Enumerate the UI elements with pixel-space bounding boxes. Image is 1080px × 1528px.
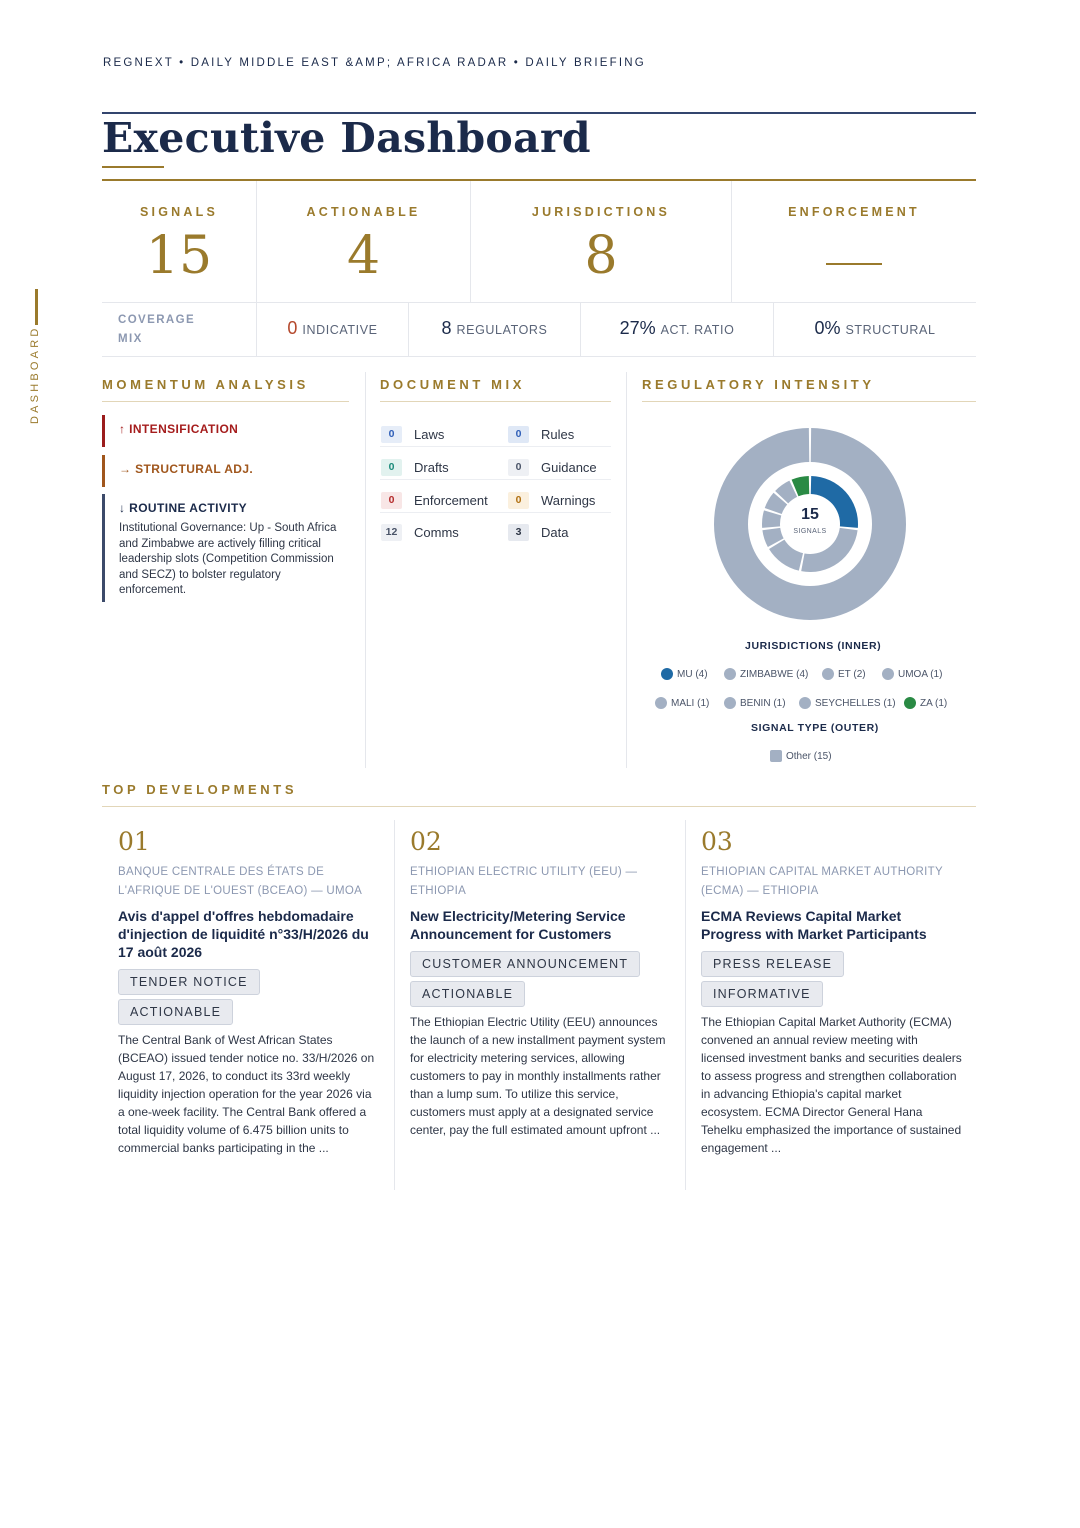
legend-label: ET (2) xyxy=(838,669,866,680)
kpi-empty-dash xyxy=(826,263,882,265)
doc-mix-separator xyxy=(380,512,611,513)
legend-label: MU (4) xyxy=(677,669,708,680)
legend-item xyxy=(904,697,947,709)
divider xyxy=(773,303,774,356)
legend-label: MALI (1) xyxy=(671,698,710,709)
kpi-value: 8 xyxy=(584,226,618,286)
doc-mix-count-badge: 12 xyxy=(381,524,402,541)
legend-item xyxy=(799,697,896,709)
divider xyxy=(626,372,627,768)
title-underline xyxy=(102,166,164,168)
legend-label: ZIMBABWE (4) xyxy=(740,669,809,680)
development-number: 03 xyxy=(701,827,733,856)
legend-swatch xyxy=(770,750,782,762)
legend-swatch xyxy=(724,668,736,680)
side-accent-bar xyxy=(35,289,38,325)
momentum-title: MOMENTUM ANALYSIS xyxy=(102,377,309,392)
coverage-value: 8 xyxy=(441,318,452,338)
kpi-label: SIGNALS xyxy=(140,205,218,219)
doc-mix-count-badge: 0 xyxy=(381,492,402,509)
legend-swatch xyxy=(724,697,736,709)
momentum-body: Institutional Governance: Up - South Africa and Zimbabwe are actively filling critical leadership slots (Competition Commission and SECZ) to bolster regulatory enforcement. xyxy=(119,522,337,596)
doc-mix-label: Laws xyxy=(414,427,445,442)
development-headline[interactable]: Avis d'appel d'offres hebdomadaire d'injection de liquidité n°33/H/2026 du 17 août 2026 xyxy=(118,908,369,960)
legend-label: SEYCHELLES (1) xyxy=(815,698,896,709)
doc-mix-item xyxy=(381,488,491,520)
legend-item xyxy=(724,668,808,680)
donut-center-value: 15 xyxy=(801,506,819,523)
doc-mix-label: Warnings xyxy=(541,493,596,508)
divider xyxy=(256,181,257,302)
development-number: 02 xyxy=(410,827,442,856)
divider xyxy=(256,303,257,356)
coverage-text: ACT. RATIO xyxy=(660,323,735,337)
section-rule xyxy=(102,401,349,402)
momentum-intensification xyxy=(102,415,347,447)
momentum-heading: → STRUCTURAL ADJ. xyxy=(119,462,254,476)
coverage-structural xyxy=(774,318,976,342)
tag-badge: ACTIONABLE xyxy=(410,981,525,1007)
doc-mix-item xyxy=(508,488,618,520)
divider xyxy=(470,181,471,302)
inner-ring-slice-4 xyxy=(762,510,781,528)
legend-item xyxy=(882,668,942,680)
doc-mix-item xyxy=(381,455,491,487)
development-card-3[interactable] xyxy=(701,822,963,1157)
doc-mix-count-badge: 0 xyxy=(508,426,529,443)
legend-title-inner: JURISDICTIONS (INNER) xyxy=(745,640,882,652)
divider xyxy=(685,820,686,1190)
legend-label: BENIN (1) xyxy=(740,698,786,709)
doc-mix-item xyxy=(508,455,618,487)
legend-label: ZA (1) xyxy=(920,698,948,709)
doc-mix-item xyxy=(381,422,491,454)
legend-label: UMOA (1) xyxy=(898,669,943,680)
development-number: 01 xyxy=(118,827,150,856)
development-tags xyxy=(118,969,380,1029)
development-card-1[interactable] xyxy=(118,822,380,1157)
side-label: DASHBOARD xyxy=(29,325,41,424)
donut-center xyxy=(781,495,839,553)
section-rule xyxy=(380,401,611,402)
momentum-structural xyxy=(102,455,347,487)
kpi-actionable xyxy=(257,181,470,302)
divider xyxy=(102,356,976,357)
doc-mix-separator xyxy=(380,479,611,480)
legend-item xyxy=(822,668,866,680)
intensity-donut-chart xyxy=(710,424,910,624)
doc-mix-count-badge: 0 xyxy=(508,459,529,476)
doc-mix-label: Rules xyxy=(541,427,575,442)
legend-swatch xyxy=(904,697,916,709)
doc-mix-item xyxy=(508,520,618,552)
divider xyxy=(394,820,395,1190)
breadcrumb: REGNEXT • DAILY MIDDLE EAST &AMP; AFRICA RADAR • DAILY BRIEFING xyxy=(103,57,646,69)
development-headline[interactable]: ECMA Reviews Capital Market Progress with Market Participants xyxy=(701,908,927,942)
kpi-label: ENFORCEMENT xyxy=(788,205,920,219)
development-body: The Ethiopian Capital Market Authority (ECMA) convened an annual review meeting with licensed investment banks and securities dealers to assess progress and strengthen collaboration in advancing Ethiopia's capital market ecosystem. ECMA Director General Hana Tehelku emphasized the importance of sustained engagement ... xyxy=(701,1015,962,1155)
legend-label: Other (15) xyxy=(786,751,832,762)
legend-item xyxy=(655,697,709,709)
doc-mix-item xyxy=(508,422,618,454)
doc-mix-label: Guidance xyxy=(541,460,597,475)
development-card-2[interactable] xyxy=(410,822,672,1139)
doc-mix-item xyxy=(381,520,491,552)
doc-mix-label: Enforcement xyxy=(414,493,488,508)
divider xyxy=(731,181,732,302)
page-title: Executive Dashboard xyxy=(102,114,591,162)
legend-swatch xyxy=(822,668,834,680)
kpi-value: 4 xyxy=(346,226,381,286)
divider xyxy=(580,303,581,356)
doc-mix-count-badge: 0 xyxy=(381,459,402,476)
doc-mix-count-badge: 0 xyxy=(508,492,529,509)
development-tags xyxy=(410,951,672,1011)
development-body: The Ethiopian Electric Utility (EEU) announces the launch of a new installment payment system for electricity metering services, allowing customers to pay in monthly installments rather than a lump sum. To utilize this service, customers must apply at a designated service center, pay the full estimated amount upfront ... xyxy=(410,1015,666,1137)
doc-mix-label: Data xyxy=(541,525,569,540)
tag-badge: TENDER NOTICE xyxy=(118,969,260,995)
divider xyxy=(102,302,976,303)
donut-center-label: SIGNALS xyxy=(793,528,827,535)
document-mix-title: DOCUMENT MIX xyxy=(380,377,526,392)
legend-swatch xyxy=(655,697,667,709)
tag-badge: PRESS RELEASE xyxy=(701,951,844,977)
intensity-title: REGULATORY INTENSITY xyxy=(642,377,875,392)
coverage-act-ratio xyxy=(581,318,773,342)
kpi-label: ACTIONABLE xyxy=(306,205,421,219)
legend-title-outer: SIGNAL TYPE (OUTER) xyxy=(751,722,879,734)
kpi-jurisdictions xyxy=(471,181,731,302)
section-rule xyxy=(102,806,976,807)
divider xyxy=(408,303,409,356)
development-source: ETHIOPIAN CAPITAL MARKET AUTHORITY (ECMA) — ETHIOPIA xyxy=(701,866,943,897)
doc-mix-count-badge: 3 xyxy=(508,524,529,541)
section-rule xyxy=(642,401,976,402)
legend-item xyxy=(770,750,832,762)
legend-swatch xyxy=(799,697,811,709)
developments-title: TOP DEVELOPMENTS xyxy=(102,782,298,797)
momentum-heading: ↑ INTENSIFICATION xyxy=(119,422,239,436)
coverage-value: 27% xyxy=(619,318,656,338)
coverage-value: 0 xyxy=(287,318,298,338)
development-tags xyxy=(701,951,963,1011)
doc-mix-separator xyxy=(380,446,611,447)
doc-mix-label: Comms xyxy=(414,525,459,540)
development-headline[interactable]: New Electricity/Metering Service Announcement for Customers xyxy=(410,908,626,942)
tag-badge: INFORMATIVE xyxy=(701,981,823,1007)
coverage-indicative xyxy=(257,318,408,342)
doc-mix-label: Drafts xyxy=(414,460,449,475)
coverage-text: STRUCTURAL xyxy=(845,323,936,337)
coverage-text: REGULATORS xyxy=(456,323,548,337)
legend-swatch xyxy=(882,668,894,680)
legend-item xyxy=(724,697,786,709)
coverage-text: INDICATIVE xyxy=(302,323,378,337)
kpi-label: JURISDICTIONS xyxy=(531,205,671,219)
kpi-value: 15 xyxy=(145,226,213,286)
tag-badge: ACTIONABLE xyxy=(118,999,233,1025)
doc-mix-count-badge: 0 xyxy=(381,426,402,443)
development-source: ETHIOPIAN ELECTRIC UTILITY (EEU) — ETHIOPIA xyxy=(410,866,638,897)
development-body: The Central Bank of West African States (BCEAO) issued tender notice no. 33/H/2026 on August 17, 2026, to conduct its 33rd weekly liquidity injection operation for the year 2026 via a one-week facility. The Central Bank offered a total liquidity volume of 6.475 billion units to commercial banks participating in the ... xyxy=(118,1033,375,1155)
coverage-label: COVERAGE MIX xyxy=(118,314,196,345)
legend-item xyxy=(661,668,708,680)
kpi-signals xyxy=(102,181,256,302)
coverage-value: 0% xyxy=(814,318,841,338)
momentum-heading: ↓ ROUTINE ACTIVITY xyxy=(119,501,248,515)
kpi-enforcement xyxy=(732,181,976,302)
coverage-regulators xyxy=(409,318,580,342)
momentum-routine xyxy=(102,494,347,602)
tag-badge: CUSTOMER ANNOUNCEMENT xyxy=(410,951,640,977)
divider xyxy=(365,372,366,768)
legend-swatch xyxy=(661,668,673,680)
development-source: BANQUE CENTRALE DES ÉTATS DE L'AFRIQUE DE L'OUEST (BCEAO) — UMOA xyxy=(118,866,363,897)
side-label-container xyxy=(0,325,70,470)
